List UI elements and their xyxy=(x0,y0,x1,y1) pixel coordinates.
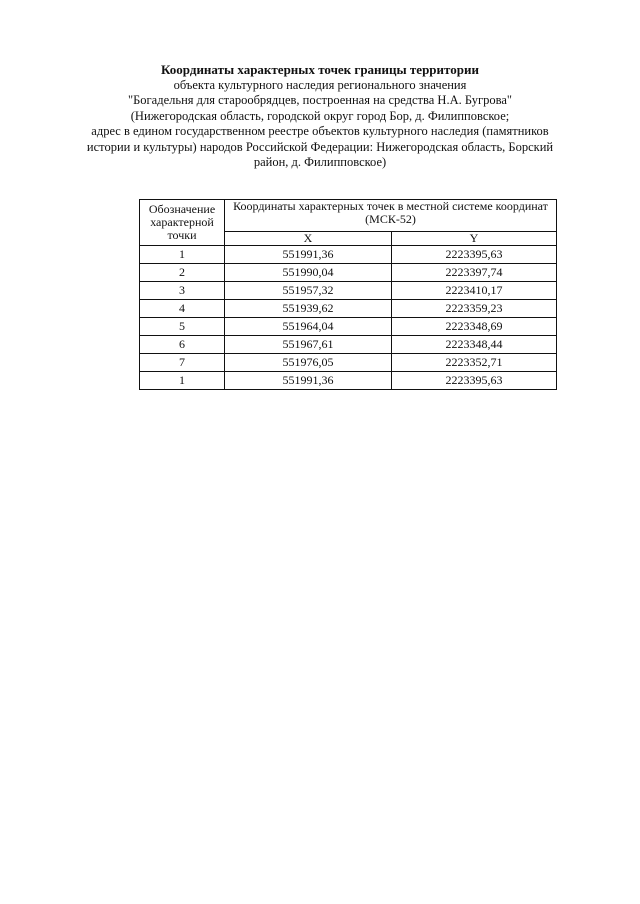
column-header-y: Y xyxy=(392,232,557,246)
point-cell: 2 xyxy=(140,264,225,282)
x-cell: 551967,61 xyxy=(225,336,392,354)
header-line-3: (Нижегородская область, городской округ город Бор, д. Филипповское; xyxy=(130,108,510,123)
header-line-6: район, д. Филипповское) xyxy=(253,155,387,169)
y-cell: 2223397,74 xyxy=(392,264,557,282)
table-row xyxy=(140,282,557,300)
document-header xyxy=(60,62,580,171)
point-cell: 7 xyxy=(140,354,225,372)
x-cell: 551990,04 xyxy=(225,264,392,282)
column-header-coordinates: Координаты характерных точек в местной системе координат (МСК-52) xyxy=(225,200,557,232)
x-cell: 551976,05 xyxy=(225,354,392,372)
coordinates-table xyxy=(139,199,557,390)
point-cell: 5 xyxy=(140,318,225,336)
table-row xyxy=(140,354,557,372)
table-row xyxy=(140,372,557,390)
x-cell: 551939,62 xyxy=(225,300,392,318)
table-row xyxy=(140,246,557,264)
table-row xyxy=(140,336,557,354)
point-cell: 1 xyxy=(140,372,225,390)
table-row xyxy=(140,300,557,318)
y-cell: 2223348,44 xyxy=(392,336,557,354)
column-header-x: X xyxy=(225,232,392,246)
y-cell: 2223352,71 xyxy=(392,354,557,372)
y-cell: 2223395,63 xyxy=(392,372,557,390)
point-cell: 3 xyxy=(140,282,225,300)
header-line-4: адрес в едином государственном реестре объектов культурного наследия (памятников xyxy=(91,124,549,138)
header-line-2: "Богадельня для старообрядцев, построенная на средства Н.А. Бугрова" xyxy=(128,93,512,107)
point-cell: 6 xyxy=(140,336,225,354)
table-row xyxy=(140,264,557,282)
column-header-point: Обозначение характерной точки xyxy=(140,200,225,246)
point-cell: 1 xyxy=(140,246,225,264)
point-cell: 4 xyxy=(140,300,225,318)
table-row xyxy=(140,318,557,336)
x-cell: 551991,36 xyxy=(225,246,392,264)
x-cell: 551991,36 xyxy=(225,372,392,390)
header-line-1: объекта культурного наследия регионального значения xyxy=(173,77,467,92)
y-cell: 2223395,63 xyxy=(392,246,557,264)
header-line-5: истории и культуры) народов Российской Федерации: Нижегородская область, Борский xyxy=(86,139,554,154)
x-cell: 551957,32 xyxy=(225,282,392,300)
y-cell: 2223410,17 xyxy=(392,282,557,300)
x-cell: 551964,04 xyxy=(225,318,392,336)
y-cell: 2223359,23 xyxy=(392,300,557,318)
document-title: Координаты характерных точек границы территории xyxy=(161,62,479,77)
y-cell: 2223348,69 xyxy=(392,318,557,336)
